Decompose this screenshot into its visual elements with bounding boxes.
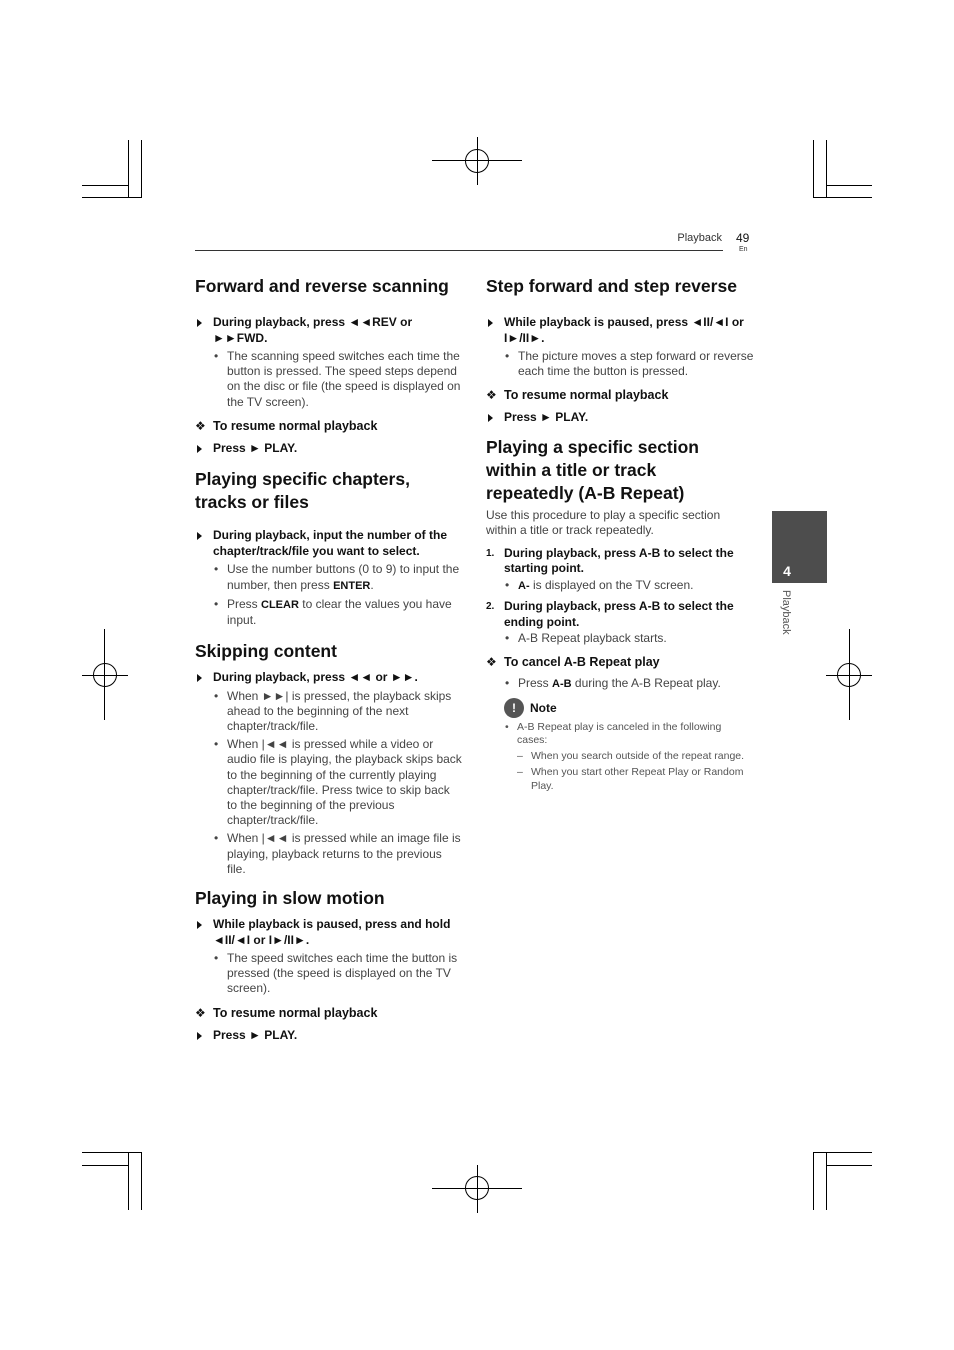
intro-text: Use this procedure to play a specific section within a title or track repeatedly. [486, 507, 721, 538]
bullet-item: • When |◄◄ is pressed while an image file is playing, playback returns to the previous file. [214, 831, 461, 876]
step-instruction: While playback is paused, press ◄II/◄I or I►/II►. [486, 315, 754, 346]
step-instruction: Press ► PLAY. [486, 410, 754, 426]
chapter-tab-label: Playback [780, 590, 792, 635]
section-title-step: Step forward and step reverse [486, 276, 737, 296]
resume-heading: ❖ To resume normal playback [486, 388, 669, 403]
bullet-item: • The scanning speed switches each time the button is pressed. The speed steps depend on the disc or file (the speed is displayed on the TV screen). [214, 349, 461, 409]
exclamation-icon: ! [504, 698, 524, 718]
section-title-slow-motion: Playing in slow motion [195, 888, 385, 909]
arrow-icon [197, 1032, 202, 1040]
diamond-icon: ❖ [486, 655, 497, 670]
header-section-label: Playback [677, 232, 722, 244]
step-instruction: During playback, input the number of the chapter/track/file you want to select. [195, 528, 463, 559]
bullet-item: • When ►►| is pressed, the playback skips ahead to the beginning of the next chapter/track/file. [214, 688, 452, 734]
step-instruction: During playback, press ◄◄REV or ►►FWD. [195, 315, 463, 346]
right-column [486, 275, 754, 793]
note-subitem: – When you start other Repeat Play or Random Play. [517, 766, 744, 792]
section-title-scanning: Forward and reverse scanning [195, 276, 449, 296]
arrow-icon [488, 414, 493, 422]
bullet-item: • A-B Repeat playback starts. [505, 631, 667, 646]
arrow-icon [197, 921, 202, 929]
arrow-icon [197, 445, 202, 453]
arrow-icon [197, 532, 202, 540]
note-heading: ! Note [486, 698, 754, 718]
step-instruction: Press ► PLAY. [195, 441, 463, 457]
step-instruction: During playback, press ◄◄ or ►►. [195, 670, 463, 686]
section-title-ab-repeat: Playing a specific section within a title or track repeatedly (A-B Repeat) [486, 436, 699, 503]
diamond-icon: ❖ [195, 418, 206, 433]
resume-heading: ❖ To resume normal playback [195, 1005, 378, 1020]
arrow-icon [488, 319, 493, 327]
step-instruction: Press ► PLAY. [195, 1028, 463, 1044]
bullet-item: • Press A-B during the A-B Repeat play. [505, 676, 721, 691]
bullet-item: • The speed switches each time the button is pressed (the speed is displayed on the TV screen). [214, 951, 458, 996]
chapter-tab [772, 511, 827, 583]
diamond-icon: ❖ [486, 388, 497, 403]
section-title-specific-chapters: Playing specific chapters, tracks or files [195, 469, 410, 513]
ab-key-label: A- [518, 579, 530, 592]
arrow-icon [197, 319, 202, 327]
page-language: En [739, 246, 748, 253]
numbered-step: 2. During playback, press A-B to select the ending point. [486, 599, 734, 629]
note-item: • A-B Repeat play is canceled in the following cases: [505, 720, 722, 746]
left-column [195, 275, 463, 1043]
clear-key-label: CLEAR [261, 598, 299, 611]
step-instruction: While playback is paused, press and hold ◄II/◄I or I►/II►. [195, 917, 463, 948]
cancel-heading: ❖ To cancel A-B Repeat play [486, 655, 660, 670]
header-rule [195, 250, 723, 251]
bullet-item: • A- is displayed on the TV screen. [505, 577, 694, 592]
diamond-icon: ❖ [195, 1005, 206, 1020]
bullet-item: • Use the number buttons (0 to 9) to input the number, then press ENTER. [214, 562, 460, 592]
bullet-item: • Press CLEAR to clear the values you have input. [214, 596, 452, 627]
bullet-item: • The picture moves a step forward or reverse each time the button is pressed. [505, 349, 754, 379]
numbered-step: 1. During playback, press A-B to select the starting point. [486, 545, 734, 576]
note-subitem: – When you search outside of the repeat range. [517, 750, 745, 763]
enter-key-label: ENTER [333, 579, 371, 592]
section-title-skipping: Skipping content [195, 641, 337, 662]
chapter-number: 4 [783, 563, 791, 579]
arrow-icon [197, 674, 202, 682]
page-number: 49 [736, 231, 750, 245]
ab-key-label: A-B [552, 678, 572, 691]
resume-heading: ❖ To resume normal playback [195, 418, 378, 433]
bullet-item: • When |◄◄ is pressed while a video or audio file is playing, the playback skips back to the beginning of the currently playing chapter/track/file. Press twice to skip back to the beginning of the previous chapter/track/file. [214, 737, 462, 828]
